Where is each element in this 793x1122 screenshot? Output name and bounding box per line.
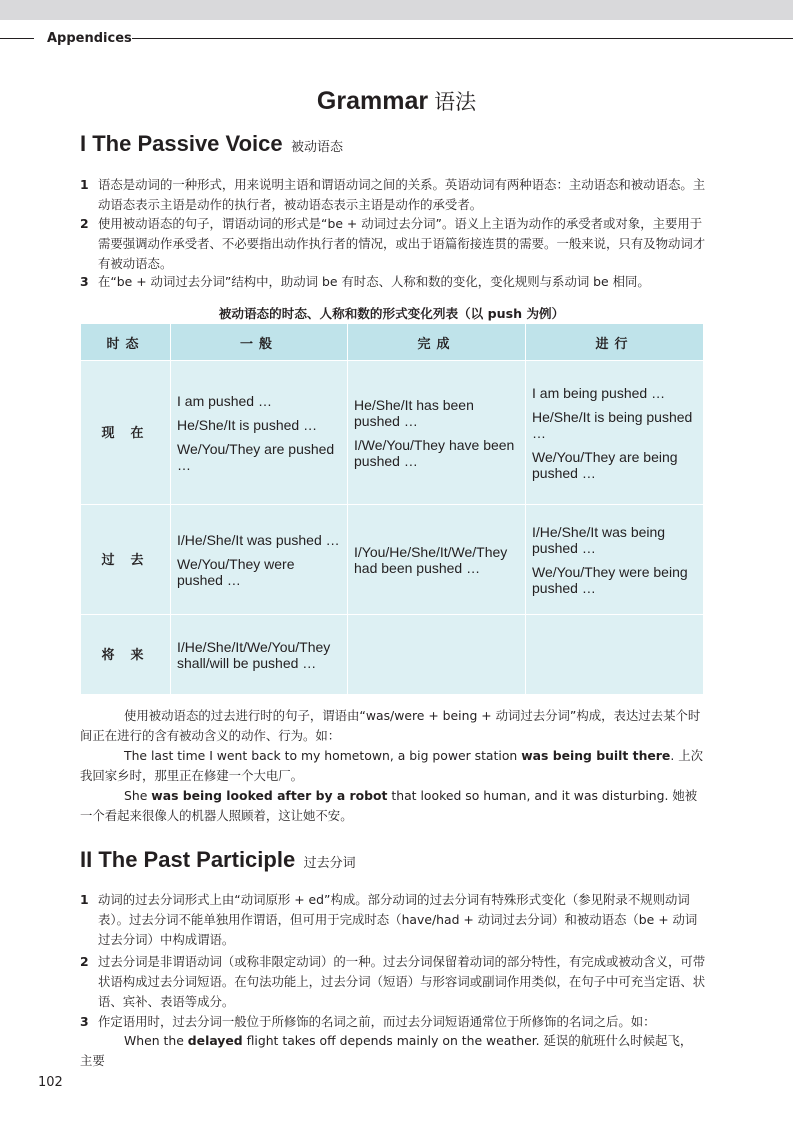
table-cell bbox=[526, 615, 704, 695]
item-text: 使用被动语态的句子，谓语动词的形式是“be + 动词过去分词”。语义上主语为动作的承受者或对象，主要用于需要强调动作承受者、不必要指出动作执行者的情况，或出于语篇衔接连贯的需要。一般来说，只有及物动词才有被动语态。 bbox=[98, 216, 706, 271]
running-head: Appendices bbox=[47, 31, 132, 46]
item-number: 2 bbox=[80, 954, 89, 969]
item-number: 3 bbox=[80, 1014, 89, 1029]
header-general: 一般 bbox=[171, 324, 348, 361]
passive-forms-table bbox=[80, 323, 704, 695]
example-text: She bbox=[124, 788, 152, 803]
item-number: 3 bbox=[80, 274, 89, 289]
form-text: I am being pushed … bbox=[532, 384, 666, 401]
example-text: When the bbox=[124, 1033, 188, 1048]
list-item bbox=[80, 890, 706, 950]
page-title bbox=[0, 86, 793, 116]
page-number: 102 bbox=[38, 1075, 63, 1090]
form-text: I/You/He/She/It/We/They had been pushed … bbox=[354, 543, 508, 576]
example-text: flight takes off depends mainly on the weather. 延误的航班什么时候起飞，主要 bbox=[80, 1033, 693, 1068]
list-item bbox=[80, 1012, 706, 1032]
section-title-past-participle bbox=[80, 847, 356, 873]
form-text: We/You/They are pushed … bbox=[177, 440, 335, 473]
header-rule-left bbox=[0, 38, 34, 39]
list-item bbox=[80, 175, 706, 215]
table-cell bbox=[171, 361, 348, 505]
page-title-en: Grammar bbox=[316, 87, 429, 115]
table-caption: 被动语态的时态、人称和数的形式变化列表（以 push 为例） bbox=[218, 306, 565, 321]
form-text: I/We/You/They have been pushed … bbox=[354, 436, 515, 469]
form-text: I/He/She/It was being pushed … bbox=[532, 523, 666, 556]
form-text: I/He/She/It/We/You/They shall/will be pushed … bbox=[177, 638, 331, 671]
list-item bbox=[80, 272, 706, 292]
example-sentence bbox=[80, 1031, 704, 1071]
form-text: He/She/It has been pushed … bbox=[354, 396, 474, 429]
form-text: We/You/They were pushed … bbox=[177, 555, 295, 588]
table-row bbox=[81, 361, 704, 505]
item-number: 2 bbox=[80, 216, 89, 231]
form-text: He/She/It is pushed … bbox=[177, 416, 318, 433]
body-paragraph: 使用被动语态的过去进行时的句子，谓语由“was/were + being + 动词过去分词”构成，表达过去某个时间正在进行的含有被动含义的动作、行为。如： bbox=[80, 708, 701, 743]
section-title-en: I The Passive Voice bbox=[80, 131, 283, 156]
example-sentence bbox=[80, 746, 704, 786]
page-title-zh: 语法 bbox=[434, 90, 477, 114]
list-item bbox=[80, 952, 706, 1012]
example-highlight: was being built there bbox=[521, 748, 671, 763]
form-text: We/You/They were being pushed … bbox=[532, 563, 688, 596]
item-text: 动词的过去分词形式上由“动词原形 + ed”构成。部分动词的过去分词有特殊形式变化（参见附录不规则动词表）。过去分词不能单独用作谓语，但可用于完成时态（have/had + 动词过去分词）和被动语态（be + 动词过去分词）中构成谓语。 bbox=[98, 892, 698, 947]
section-title-en: II The Past Participle bbox=[80, 847, 296, 872]
form-text: He/She/It is being pushed … bbox=[532, 408, 693, 441]
section-title-zh: 过去分词 bbox=[303, 855, 356, 870]
table-header-row bbox=[81, 324, 704, 361]
table-cell bbox=[348, 615, 526, 695]
row-label: 过去 bbox=[81, 505, 171, 615]
table-row bbox=[81, 615, 704, 695]
example-highlight: delayed bbox=[187, 1033, 243, 1048]
item-text: 语态是动词的一种形式，用来说明主语和谓语动词之间的关系。英语动词有两种语态：主动语态和被动语态。主动语态表示主语是动作的执行者，被动语态表示主语是动作的承受者。 bbox=[98, 177, 706, 212]
example-text: that looked so human, and it was disturbing. 她被一个看起来很像人的机器人照顾着，这让她不安。 bbox=[80, 788, 698, 823]
row-label: 将来 bbox=[81, 615, 171, 695]
top-band bbox=[0, 0, 793, 20]
list-item bbox=[80, 214, 706, 274]
header-perfect: 完成 bbox=[348, 324, 526, 361]
item-number: 1 bbox=[80, 892, 89, 907]
example-sentence bbox=[80, 786, 704, 826]
header-rule-right bbox=[132, 38, 793, 39]
item-text: 在“be + 动词过去分词”结构中，助动词 be 有时态、人称和数的变化，变化规则与系动词 be 相同。 bbox=[98, 274, 650, 289]
table-cell bbox=[348, 505, 526, 615]
section-title-zh: 被动语态 bbox=[291, 139, 344, 154]
form-text: I/He/She/It was pushed … bbox=[177, 531, 340, 548]
section-title-passive-voice bbox=[80, 131, 343, 157]
table-cell bbox=[171, 505, 348, 615]
form-text: I am pushed … bbox=[177, 392, 272, 409]
item-text: 过去分词是非谓语动词（或称非限定动词）的一种。过去分词保留着动词的部分特性，有完成或被动含义，可带状语构成过去分词短语。在句法功能上，过去分词（短语）与形容词或副词作用类似，在句子中可充当定语、状语、宾补、表语等成分。 bbox=[98, 954, 706, 1009]
item-number: 1 bbox=[80, 177, 89, 192]
table-cell bbox=[526, 505, 704, 615]
table-row bbox=[81, 505, 704, 615]
table-cell bbox=[171, 615, 348, 695]
header-tense: 时态 bbox=[81, 324, 171, 361]
example-text: The last time I went back to my hometown, a big power station bbox=[124, 748, 522, 763]
example-text: . 上次我回家乡时，那里正在修建一个大电厂。 bbox=[80, 748, 703, 783]
header-progressive: 进行 bbox=[526, 324, 704, 361]
form-text: We/You/They are being pushed … bbox=[532, 448, 678, 481]
item-text: 作定语用时，过去分词一般位于所修饰的名词之前，而过去分词短语通常位于所修饰的名词之后。如： bbox=[98, 1014, 656, 1029]
table-cell bbox=[348, 361, 526, 505]
table-cell bbox=[526, 361, 704, 505]
row-label: 现在 bbox=[81, 361, 171, 505]
example-highlight: was being looked after by a robot bbox=[151, 788, 388, 803]
